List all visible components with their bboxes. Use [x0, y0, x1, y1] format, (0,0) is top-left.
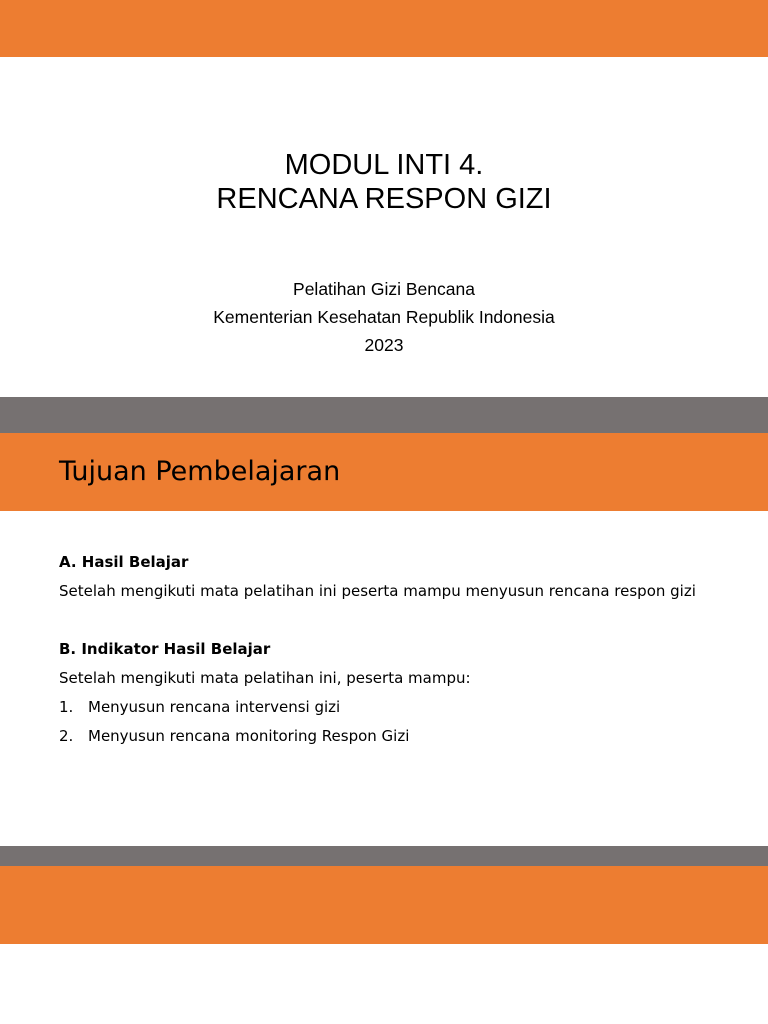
title-line-1: MODUL INTI 4.	[284, 149, 484, 181]
indikator-heading: B. Indikator Hasil Belajar	[59, 640, 271, 658]
list-item-text: Menyusun rencana intervensi gizi	[88, 698, 341, 716]
section-content	[59, 548, 749, 751]
bottom-orange-band	[0, 866, 768, 944]
list-item-text: Menyusun rencana monitoring Respon Gizi	[88, 727, 410, 745]
bottom-divider-gray	[0, 846, 768, 866]
hasil-belajar-heading: A. Hasil Belajar	[59, 553, 189, 571]
list-item	[59, 693, 749, 722]
subtitle-line-2: Kementerian Kesehatan Republik Indonesia	[213, 307, 555, 327]
slide-divider-gray	[0, 397, 768, 433]
slide-subtitle	[0, 275, 768, 359]
list-item	[59, 722, 749, 751]
spacer	[59, 606, 749, 635]
list-item-number: 1.	[59, 698, 74, 716]
top-orange-band	[0, 0, 768, 57]
subtitle-year: 2023	[364, 335, 404, 355]
title-line-2: RENCANA RESPON GIZI	[216, 183, 552, 215]
slide-title	[0, 148, 768, 216]
section-heading: Tujuan Pembelajaran	[59, 456, 341, 487]
hasil-belajar-text: Setelah mengikuti mata pelatihan ini peserta mampu menyusun rencana respon gizi	[59, 582, 696, 600]
indikator-text: Setelah mengikuti mata pelatihan ini, peserta mampu:	[59, 669, 471, 687]
subtitle-line-1: Pelatihan Gizi Bencana	[293, 279, 475, 299]
list-item-number: 2.	[59, 727, 74, 745]
